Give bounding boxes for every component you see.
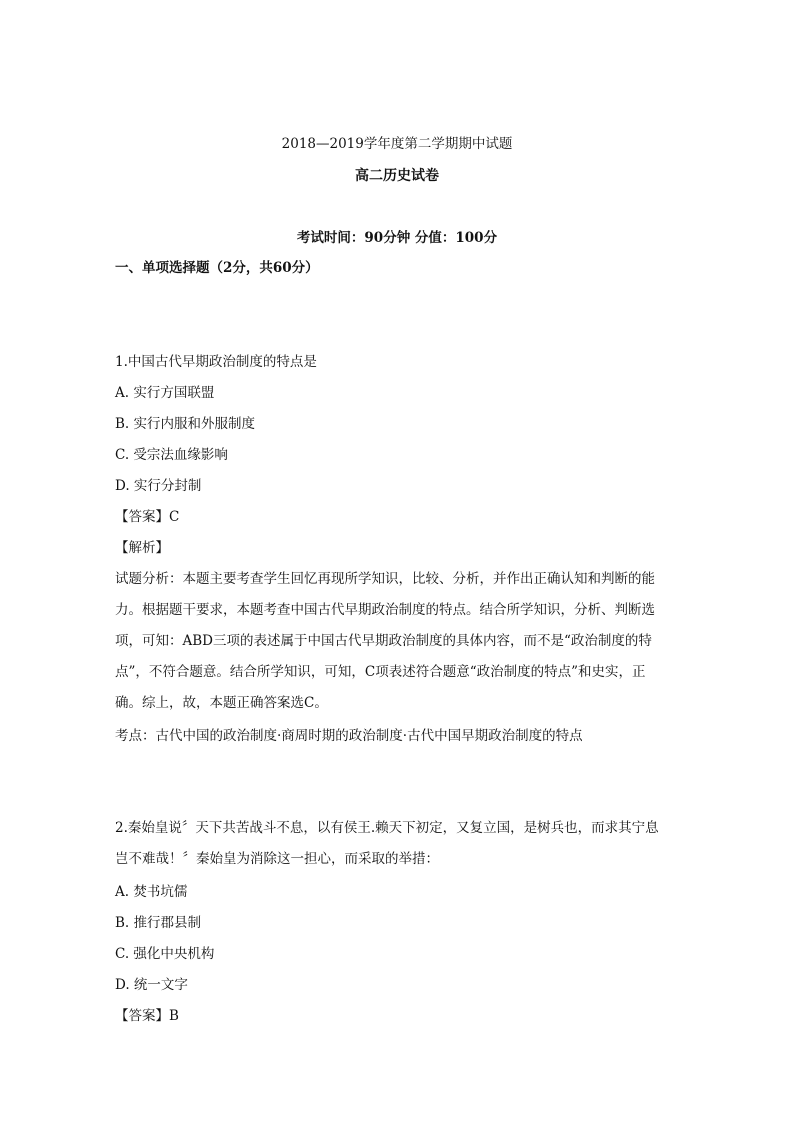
question-2-answer: 【答案】B [115, 1008, 179, 1024]
question-1-option-a: A. 实行方国联盟 [115, 385, 215, 401]
question-2-option-d: D. 统一文字 [115, 977, 188, 993]
stem-line: 岂不难哉！〞秦始皇为消除这一担心，而采取的举措： [115, 851, 439, 867]
question-1-analysis-label: 【解析】 [115, 540, 169, 556]
section-heading: 一、单项选择题（2分，共60分） [115, 260, 319, 276]
question-2-stem [115, 813, 681, 875]
question-2-option-a: A. 焚书坑儒 [115, 884, 188, 900]
analysis-line: 项，可知：ABD三项的表述属于中国古代早期政治制度的具体内容，而不是“政治制度的特 [115, 633, 652, 649]
analysis-line: 点”，不符合题意。结合所学知识，可知，C项表述符合题意“政治制度的特点”和史实，正 [115, 664, 646, 680]
question-1-stem: 1.中国古代早期政治制度的特点是 [115, 354, 317, 370]
stem-line: 2.秦始皇说〞天下共苦战斗不息，以有侯王.赖天下初定，又复立国，是树兵也，而求其宁息 [115, 820, 659, 836]
question-1-option-d: D. 实行分封制 [115, 478, 202, 494]
analysis-line: 试题分析：本题主要考查学生回忆再现所学知识，比较、分析，并作出正确认知和判断的能 [115, 571, 655, 587]
analysis-line: 确。综上，故，本题正确答案选C。 [115, 695, 328, 711]
exam-title: 2018—2019学年度第二学期期中试题 [281, 136, 513, 152]
question-1-reference: 考点：古代中国的政治制度·商周时期的政治制度·古代中国早期政治制度的特点 [115, 728, 583, 744]
question-2-option-c: C. 强化中央机构 [115, 946, 215, 962]
exam-subtitle: 高二历史试卷 [355, 168, 439, 184]
question-2-option-b: B. 推行郡县制 [115, 915, 202, 931]
question-1-analysis [115, 564, 681, 719]
exam-info: 考试时间：90分钟 分值：100分 [296, 230, 498, 246]
analysis-line: 力。根据题干要求，本题考查中国古代早期政治制度的特点。结合所学知识，分析、判断选 [115, 602, 655, 618]
question-1-answer: 【答案】C [115, 509, 180, 525]
question-1-option-c: C. 受宗法血缘影响 [115, 447, 228, 463]
question-1-option-b: B. 实行内服和外服制度 [115, 416, 256, 432]
